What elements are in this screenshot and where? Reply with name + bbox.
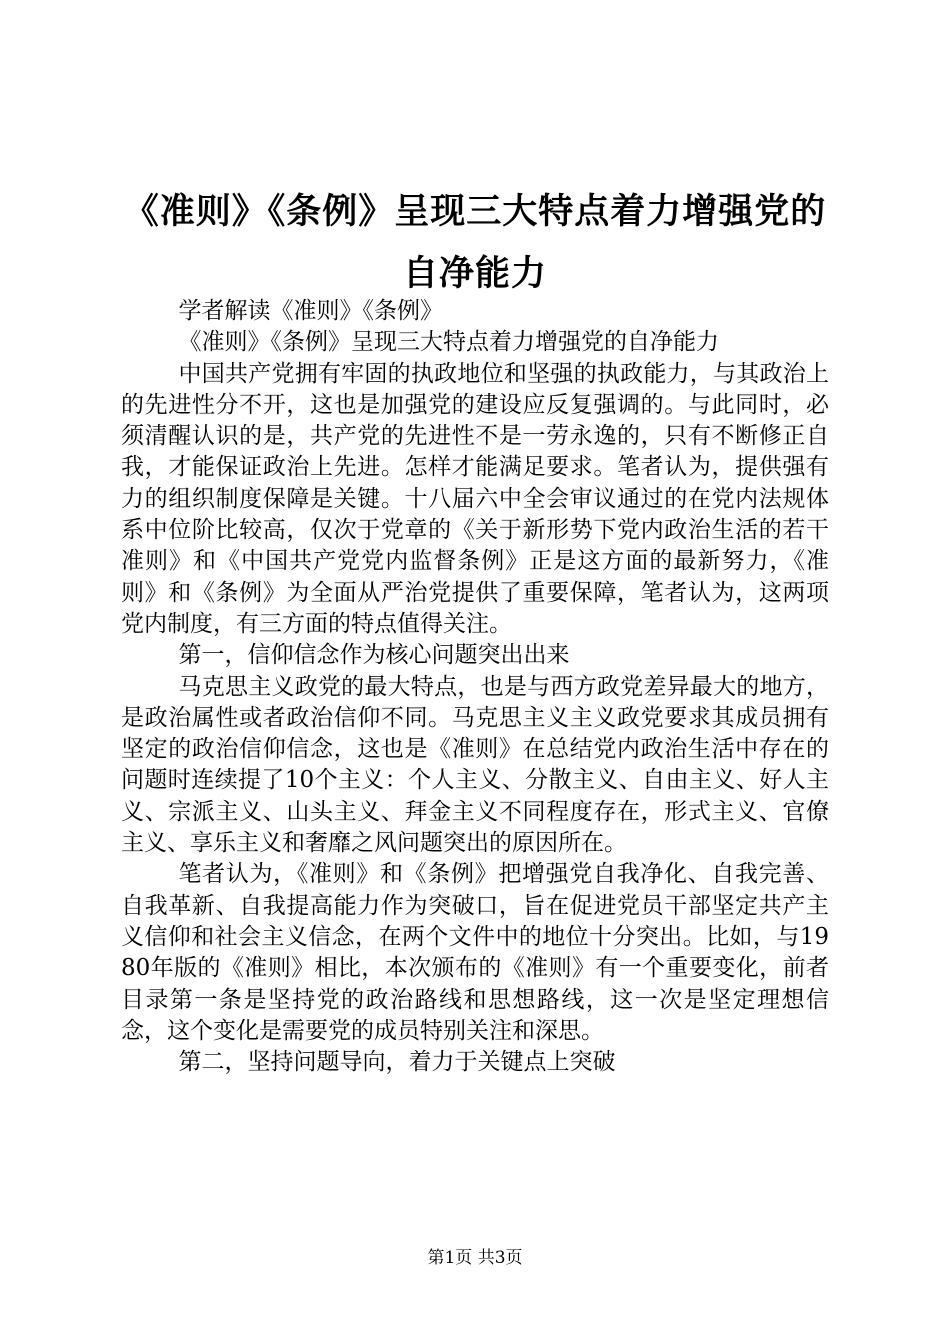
document-title-line-2: 自净能力 bbox=[402, 254, 547, 294]
paragraph-section-1b: 笔者认为，《准则》和《条例》把增强党自我净化、自我完善、自我革新、自我提高能力作为突破口，旨在促进党员干部坚定共产主义信仰和社会主义信念，在两个文件中的地位十分突出。比如，与1980年版的《准则》相比，本次颁布的《准则》有一个重要变化，前者目录第一条是坚持党的政治路线和思想路线，这一次是坚定理想信念，这个变化是需要党的成员特别关注和深思。 bbox=[121, 861, 829, 1044]
paragraph-subtitle: 学者解读《准则》《条例》 bbox=[178, 298, 443, 324]
document-body bbox=[121, 296, 829, 1078]
section-heading-1: 第一，信仰信念作为核心问题突出出来 bbox=[178, 642, 570, 669]
document-title-line-1: 《准则》《条例》呈现三大特点着力增强党的 bbox=[123, 192, 827, 232]
paragraph-section-1: 马克思主义政党的最大特点，也是与西方政党差异最大的地方，是政治属性或者政治信仰不同。马克思主义主义政党要求其成员拥有坚定的政治信仰信念，这也是《准则》在总结党内政治生活中存在的问题时连续提了10个主义：个人主义、分散主义、自由主义、好人主义、宗派主义、山头主义、拜金主义不同程度存在，形式主义、官僚主义、享乐主义和奢靡之风问题突出的原因所在。 bbox=[121, 673, 829, 857]
paragraph-heading: 《准则》《条例》呈现三大特点着力增强党的自净能力 bbox=[178, 329, 719, 356]
paragraph-intro: 中国共产党拥有牢固的执政地位和坚强的执政能力，与其政治上的先进性分不开，这也是加强党的建设应反复强调的。与此同时，必须清醒认识的是，共产党的先进性不是一劳永逸的，只有不断修正自我，才能保证政治上先进。怎样才能满足要求。笔者认为，提供强有力的组织制度保障是关键。十八届六中全会审议通过的在党内法规体系中位阶比较高，仅次于党章的《关于新形势下党内政治生活的若干准则》和《中国共产党党内监督条例》正是这方面的最新努力，《准则》和《条例》为全面从严治党提供了重要保障，笔者认为，这两项党内制度，有三方面的特点值得关注。 bbox=[121, 360, 829, 637]
page-number-footer: 第1页 共3页 bbox=[427, 1248, 523, 1268]
section-heading-2: 第二，坚持问题导向，着力于关键点上突破 bbox=[178, 1049, 616, 1076]
